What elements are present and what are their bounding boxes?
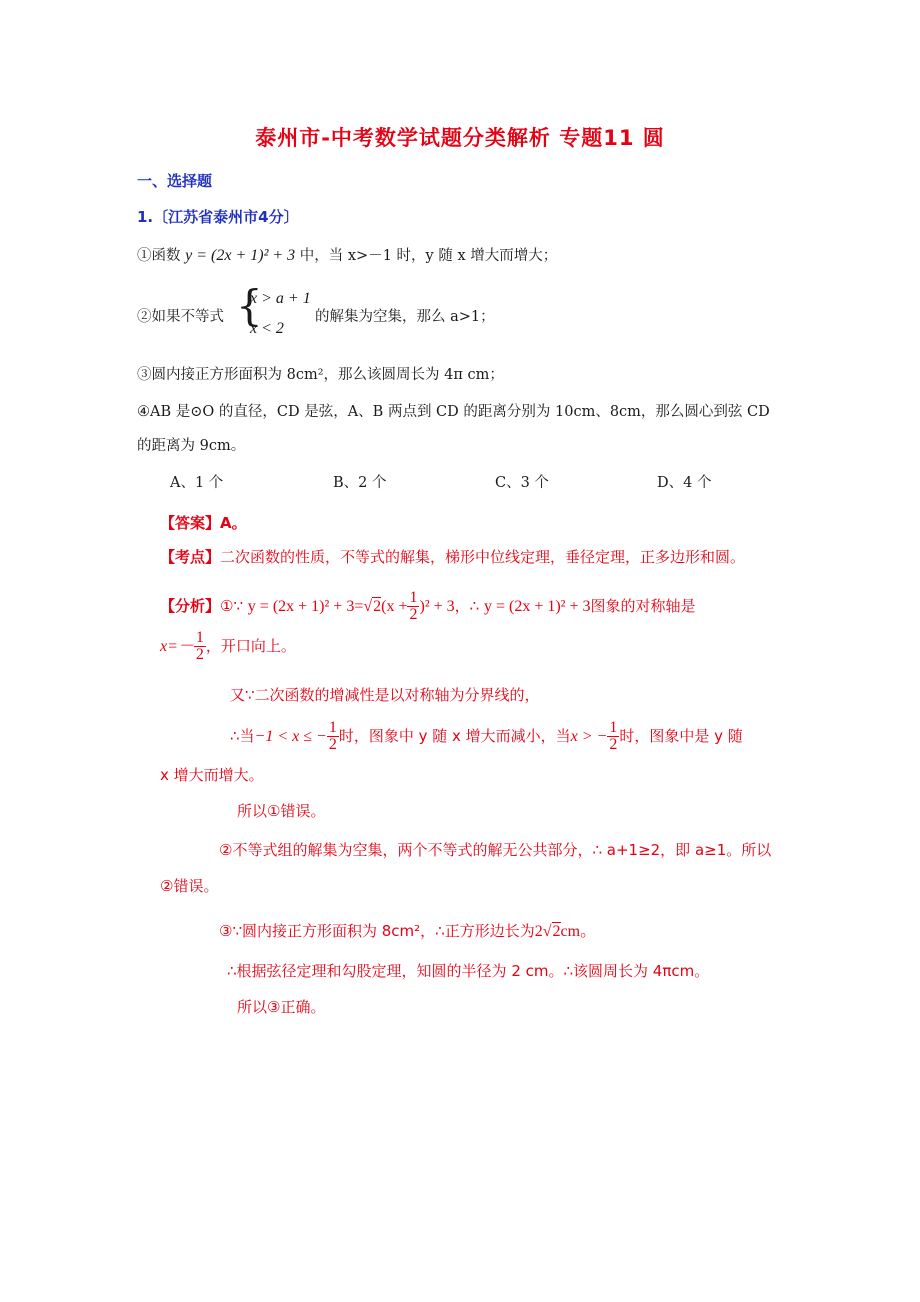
statement-1 bbox=[137, 244, 557, 265]
analysis-4-end: 时，图象中是 y 随 bbox=[619, 727, 743, 745]
analysis-label: 【分析】 bbox=[160, 597, 221, 615]
analysis-1-sqrt-sign: √ bbox=[363, 598, 373, 615]
analysis-1-expr2b: )² + 3 bbox=[419, 598, 455, 615]
analysis-1-end: 图象的对称轴是 bbox=[590, 597, 696, 615]
fraction-numerator: 1 bbox=[328, 719, 337, 736]
analysis-1-expr1: y = (2x + 1)² + 3= bbox=[247, 598, 364, 615]
analysis-3-sqrt-sign: √ bbox=[542, 923, 552, 940]
analysis-line-1 bbox=[160, 590, 696, 623]
analysis-line-3: 又∵二次函数的增减性是以对称轴为分界线的， bbox=[230, 686, 540, 704]
statement-3: ③圆内接正方形面积为 8cm²，那么该圆周长为 4π cm； bbox=[137, 367, 504, 383]
option-d: D、4 个 bbox=[657, 475, 712, 491]
statement-4-line-2: 的距离为 9cm。 bbox=[137, 438, 246, 454]
answer-line bbox=[160, 512, 247, 533]
analysis-part-3-line-1 bbox=[219, 918, 596, 941]
analysis-part-3-line-2: ∴根据弦径定理和勾股定理，知圆的半径为 2 cm。∴该圆周长为 4πcm。 bbox=[227, 962, 710, 980]
keypoint-line bbox=[160, 546, 745, 567]
analysis-4-fraction bbox=[327, 720, 339, 753]
analysis-4-mid: 时，图象中 y 随 x 增大而减小，当 bbox=[338, 727, 571, 745]
keypoint-text: 二次函数的性质，不等式的解集，梯形中位线定理，垂径定理，正多边形和圆。 bbox=[220, 548, 746, 566]
keypoint-label: 【考点】 bbox=[160, 548, 221, 566]
system-line-1: x > a + 1 bbox=[250, 290, 311, 307]
analysis-1-expr3: y = (2x + 1)² + 3 bbox=[483, 598, 591, 615]
analysis-1-sqrt: 2 bbox=[373, 598, 382, 615]
fraction-numerator: 1 bbox=[195, 629, 204, 646]
analysis-1-start: ①∵ bbox=[220, 597, 244, 615]
fraction-denominator: 2 bbox=[409, 606, 418, 623]
system-brace: { bbox=[236, 281, 263, 330]
statement-4-line-1: ④AB 是⊙O 的直径，CD 是弦，A、B 两点到 CD 的距离分别为 10cm、8cm，那么圆心到弦 CD bbox=[137, 404, 770, 420]
analysis-4-ineq2: x > − bbox=[570, 728, 608, 745]
answer-label: 【答案】 bbox=[160, 514, 221, 532]
analysis-1-expr2a: (x + bbox=[381, 598, 408, 615]
question-number: 1.〔江苏省泰州市4分〕 bbox=[137, 208, 299, 226]
fraction-denominator: 2 bbox=[195, 646, 204, 663]
fraction-numerator: 1 bbox=[609, 719, 618, 736]
analysis-part-2-line-2: ②错误。 bbox=[160, 877, 219, 895]
analysis-4-start: ∴当 bbox=[230, 727, 255, 745]
analysis-part-2-line-1: ②不等式组的解集为空集，两个不等式的解无公共部分，∴ a+1≥2，即 a≥1。所以 bbox=[219, 841, 772, 859]
analysis-1-fraction bbox=[407, 590, 419, 623]
analysis-3-end: cm。 bbox=[560, 923, 597, 940]
statement-1-formula: y = (2x + 1)² + 3 bbox=[185, 247, 296, 264]
statement-2-prefix: ②如果不等式 bbox=[137, 309, 224, 325]
analysis-4-ineq: −1 < x ≤ − bbox=[254, 728, 327, 745]
analysis-line-6: 所以①错误。 bbox=[237, 802, 326, 820]
fraction-denominator: 2 bbox=[328, 736, 337, 753]
option-a: A、1 个 bbox=[170, 475, 224, 491]
analysis-line-5: x 增大而增大。 bbox=[160, 766, 264, 784]
analysis-part-3-line-3: 所以③正确。 bbox=[237, 998, 326, 1016]
analysis-line-4 bbox=[230, 720, 743, 753]
option-c: C、3 个 bbox=[495, 475, 549, 491]
analysis-3-sqrt: 2 bbox=[552, 923, 561, 940]
statement-1-prefix: ①函数 bbox=[137, 248, 181, 264]
analysis-2-fraction bbox=[194, 630, 206, 663]
statement-2-suffix: 的解集为空集，那么 a>1； bbox=[315, 309, 495, 325]
answer-value: A。 bbox=[220, 514, 247, 532]
analysis-2-x: x=－ bbox=[160, 638, 194, 655]
page-title: 泰州市-中考数学试题分类解析 专题11 圆 bbox=[255, 126, 665, 150]
fraction-numerator: 1 bbox=[409, 589, 418, 606]
analysis-4-fraction-2 bbox=[607, 720, 619, 753]
system-line-2: x < 2 bbox=[250, 320, 284, 337]
statement-1-suffix: 中，当 x>－1 时，y 随 x 增大而增大； bbox=[299, 248, 558, 264]
analysis-2-end: ，开口向上。 bbox=[205, 637, 296, 655]
analysis-3-coef: 2 bbox=[534, 923, 543, 940]
section-heading: 一、选择题 bbox=[137, 172, 213, 190]
analysis-3-start: ③∵圆内接正方形面积为 8cm²，∴正方形边长为 bbox=[219, 922, 535, 940]
analysis-1-mid: ，∴ bbox=[454, 597, 480, 615]
fraction-denominator: 2 bbox=[609, 736, 618, 753]
option-b: B、2 个 bbox=[333, 475, 387, 491]
analysis-line-2 bbox=[160, 630, 296, 663]
